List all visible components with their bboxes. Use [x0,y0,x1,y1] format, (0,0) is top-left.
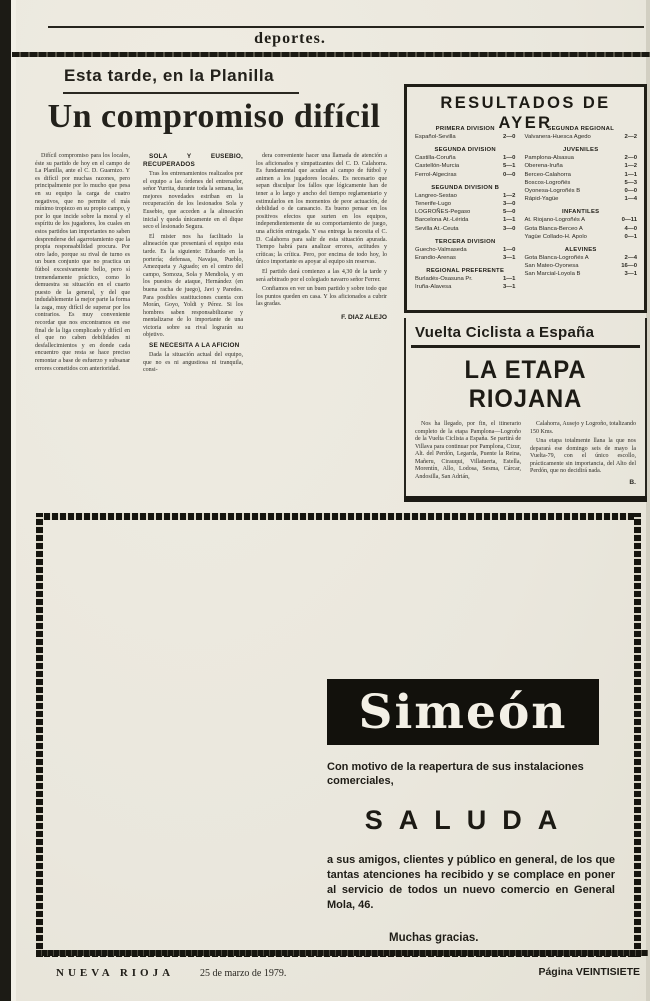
result-teams: Langreo-Sestao [415,192,457,199]
result-teams: Berceo-Calahorra [524,171,571,178]
results-section-header: SEGUNDA DIVISION [434,147,496,154]
ad-border-left [36,513,43,957]
result-score: 1—2 [503,192,516,199]
ad-intro-text: Con motivo de la reapertura de sus instalaciones comerciales, [327,761,584,787]
lead-paragraph: El partido dará comienzo a las 4,30 de la tarde y será arbitrado por el colegiado navarro señor Ferrer. [256,268,387,283]
result-score: 1—1 [503,276,516,283]
result-row [524,225,637,233]
result-teams: San Marcial-Loyola B [524,271,581,278]
result-row [415,283,515,291]
result-row [524,133,637,141]
result-row [415,192,515,200]
result-teams: Burladés-Osasuna Pr. [415,276,473,283]
result-teams: Barcelona At.-Lérida [415,217,469,224]
result-teams: Castilla-Coruña [415,155,456,162]
result-teams: Ferrol-Algeciras [415,171,457,178]
result-score: 3—0 [503,225,516,232]
result-score: 1—0 [503,246,516,253]
result-row [524,233,637,241]
cycling-column-2 [530,421,636,486]
result-score: 2—2 [624,134,637,140]
result-row [415,154,515,162]
result-row [415,254,515,262]
result-row [524,216,637,224]
result-row [415,200,515,208]
results-section-header: REGIONAL PREFERENTE [426,268,505,275]
cycling-kicker-rule [411,345,640,348]
ad-brand-logo: Simeón [327,679,599,745]
cycling-section [404,318,647,502]
result-score: 16—0 [621,263,637,270]
result-score: 1—1 [624,171,637,178]
result-teams: At. Riojano-Logroñés A [524,217,586,224]
lead-byline: F. DIAZ ALEJO [341,313,387,321]
results-right-column [524,120,637,306]
lead-paragraph: dera conveniente hacer una llamada de atención a los aficionados y simpatizantes del C. D. Calahorra. Es fundamental que acudan al campo de fútbol y animen a los jugadores locales. Es necesario que sepan disculpar los fallos que lógicamente han de tener a lo largo y ancho del tiempo reglamentario y estimularlos en los momentos de peor actuación, de debilidad o de cansancio. Es bueno pensar en los positivos efectos que surten en los equipos, independientemente de su comportamiento de juego, una afición entregada. Y esa entrega la necesita el C. D. Calahorra para salir de esta situación apurada. Tiempo habrá para analizar errores, actitudes y críticas; la crítica. Pero, por encima de todo hoy, lo único importante es apoyar al equipo sin reservas. [256,153,387,266]
lead-subhead: SOLA Y EUSEBIO, RECUPERADOS [143,153,243,168]
result-row [415,133,515,141]
result-teams: Pamplona-Alsasua [524,155,574,162]
cycling-columns [415,421,636,486]
result-teams: Guecho-Valmaseda [415,246,467,253]
result-score: 1—2 [624,163,637,170]
masthead-rule-top [48,26,644,28]
result-row [524,154,637,162]
result-teams: Sevilla At.-Ceuta [415,225,459,232]
result-row [415,216,515,224]
result-teams: Boscos-Logroñés [524,179,571,186]
results-section-header: ALEVINES [564,247,597,254]
cycling-paragraph: Calahorra, Ausejo y Logroño, totalizando 150 Kms. [530,421,636,435]
ad-border-right [634,513,641,957]
result-row [524,171,637,179]
section-label: deportes. [254,30,326,47]
results-section-header: SEGUNDA REGIONAL [547,126,615,132]
footer-rule [36,950,648,956]
result-score: 1—4 [624,196,637,203]
lead-paragraph: Tras los entrenamientos realizados por el equipo a las órdenes del entrenador, señor Yurrita, durante toda la semana, las mejores novedades estriban en la recuperación de los lesionados Sola y Eusebio, que acceden a la alineación inicial y queda únicamente en el dique seco el lesionado Segura. [143,171,243,231]
lead-column-1 [35,153,130,509]
results-grid [415,120,637,306]
results-section-header: SEGUNDA DIVISION B [431,184,500,191]
scan-edge-left [0,0,11,1001]
result-teams: Español-Sevilla [415,134,456,140]
result-score: 3—1 [503,284,516,291]
cycling-headline: LA ETAPA RIOJANA [464,356,587,413]
results-section-header: JUVENILES [563,147,599,154]
lead-article-columns [35,153,387,509]
lead-subhead: SE NECESITA A LA AFICION [149,342,240,350]
cycling-paragraph: Nos ha llegado, por fin, el itinerario completo de la etapa Pamplona—Logroño de la Vuelta Ciclista a España. Se partirá de Villava para continuar por Pamplona, Cizur, Alt. del Perdón, Legarda, Puente la Reina, Mañeru, Cirauqui, Villatuerta, Estella, Morentín, Allo, Lodosa, Sesma, Cárcar, Andosilla, San Adrián, [415,421,521,480]
result-teams: Erandio-Arenas [415,255,456,262]
lead-paragraph: Confiamos en ver un buen partido y sobre todo que los puntos queden en casa. Y los aficionados a cubrir las gradas. [256,286,387,308]
result-score: 0—11 [621,217,637,224]
results-title: RESULTADOS DE AYER [440,93,611,132]
result-score: 5—0 [503,209,516,216]
results-left-column [415,120,515,306]
result-row [524,270,637,278]
result-row [524,179,637,187]
lead-headline: Un compromiso difícil [47,98,381,135]
result-teams: Castellón-Murcia [415,163,460,170]
result-score: 2—4 [624,255,637,262]
lead-kicker: Esta tarde, en la Planilla [64,66,275,85]
lead-paragraph: El mister nos ha facilitado la alineación que presentará el equipo esta tarde. Es la siguiente: Eduardo en la portería; defensas, Navajas, Pueblo, Amezqueta y Aguado; en el centro del campo, Somoza, Sola y Mendiola, y en los puestos de ataque, Hernández (en buena racha de juego), Javi y Paredes. Para posibles sustituciones cuenta con Morán, Goyo, Yoldi y Pérez. Si los hombres saben responsabilizarse y mentalizarse de lo importante de una victoria sobre su rival lograrán su objetivo. [143,233,243,339]
result-score: 5—1 [503,163,516,170]
results-section-header: INFANTILES [562,209,600,216]
result-score: 2—0 [624,155,637,162]
result-row [524,162,637,170]
lead-column-3 [256,153,387,509]
result-score: 0—0 [624,188,637,195]
result-score: 3—1 [503,255,516,262]
masthead-rule-thick [12,52,650,57]
result-row [524,187,637,195]
result-row [524,254,637,262]
result-score: 0—0 [503,171,516,178]
result-teams: Gota Blanca-Logroñés A [524,255,589,262]
footer-date: 25 de marzo de 1979. [200,968,287,979]
cycling-kicker: Vuelta Ciclista a España [415,324,595,341]
footer-page-number: Página VEINTISIETE [538,966,640,978]
ad-content [327,679,615,944]
result-score: 1—0 [503,155,516,162]
result-teams: Valvanera-Huesca Agedo [524,134,591,140]
lead-paragraph: Difícil compromiso para los locales, éste su partido de hoy en el campo de La Planilla, ante el C. D. Guarnizo. Y es difícil por muchas razones, pero principalmente por lo mucho que pesa en su equipo la carga de cuatro negativos, que no permite el más mínimo tropiezo en su propio campo, y por lo que incide sobre la moral y el espíritu de los jugadores, los cuales en estos partidos tan importantes no saben desprenderse del agarrotamiento que la propia responsabilidad procura. Por otro lado, porque su rival de turno es un buen conjunto que no practica un fútbol excesivamente bello, pero sí tremendamente práctico, como lo demuestra su situación en el cuarto puesto de la general, y del que indudablemente la mejor parte la forma la zaga, muy difícil de superar por los contrarios. Es muy conveniente recordar que nos encontramos en ese final de la liga complicado y difícil en el que no caben debilidades ni desfallecimientos y en donde cada encuentro que resta se hace preciso remontar a base de esfuerzo y subsanar errores cometidos con anterioridad. [35,153,130,372]
ad-border-top [36,513,641,520]
ad-thanks-text: Muchas gracias. [389,932,479,944]
result-row [415,246,515,254]
result-score: 1—1 [503,217,516,224]
results-box [404,84,647,313]
cycling-bottom-rule [404,496,647,502]
result-teams: Rápid-Yagüe [524,196,559,203]
ad-body-text: a sus amigos, clientes y público en general, de los que tantas atenciones ha recibido y se complace en poner al servicio de todos un nuevo comercio en General Mola, 46. [327,854,615,911]
lead-column-2 [143,153,243,509]
result-teams: San Mateo-Oyonesa [524,263,579,270]
cycling-byline: B. [629,478,636,486]
result-teams: Yagüe Collado-H. Apolo [524,233,587,240]
result-score: 3—0 [503,201,516,208]
result-score: 5—3 [624,179,637,186]
result-teams: Oyonesa-Logroñés B [524,188,581,195]
cycling-paragraph: Una etapa totalmente llana la que nos deparará ese domingo seis de mayo la Vuelta-79, con el único escollo, prácticamente sin importancia, del Alto del Perdón, que no decidirá nada. [530,438,636,474]
result-score: 0—1 [624,233,637,240]
lead-paragraph: Dada la situación actual del equipo, que no es ni angustiosa ni tranquila, consi- [143,352,243,374]
scan-edge-gap [11,0,16,1001]
result-row [415,225,515,233]
result-teams: Iruña-Alavesa [415,284,452,291]
result-teams: LOGROÑES-Pegaso [415,209,471,216]
result-row [415,171,515,179]
result-row [524,195,637,203]
result-score: 4—0 [624,225,637,232]
result-score: 2—0 [503,134,516,140]
ad-saluda-text: SALUDA [364,805,574,835]
results-section-header: TERCERA DIVISION [434,238,496,245]
result-row [415,275,515,283]
cycling-column-1 [415,421,521,486]
result-teams: Tenerife-Lugo [415,201,452,208]
advertisement-box [36,513,641,957]
result-row [415,208,515,216]
result-row [524,262,637,270]
footer-paper-name: NUEVA RIOJA [56,967,175,979]
result-row [415,162,515,170]
results-section-header: PRIMERA DIVISION [435,126,495,132]
lead-kicker-underline [63,92,299,94]
result-teams: Gota Blanca-Berceo A [524,225,583,232]
result-score: 3—1 [624,271,637,278]
result-teams: Oberena-Iruña [524,163,563,170]
